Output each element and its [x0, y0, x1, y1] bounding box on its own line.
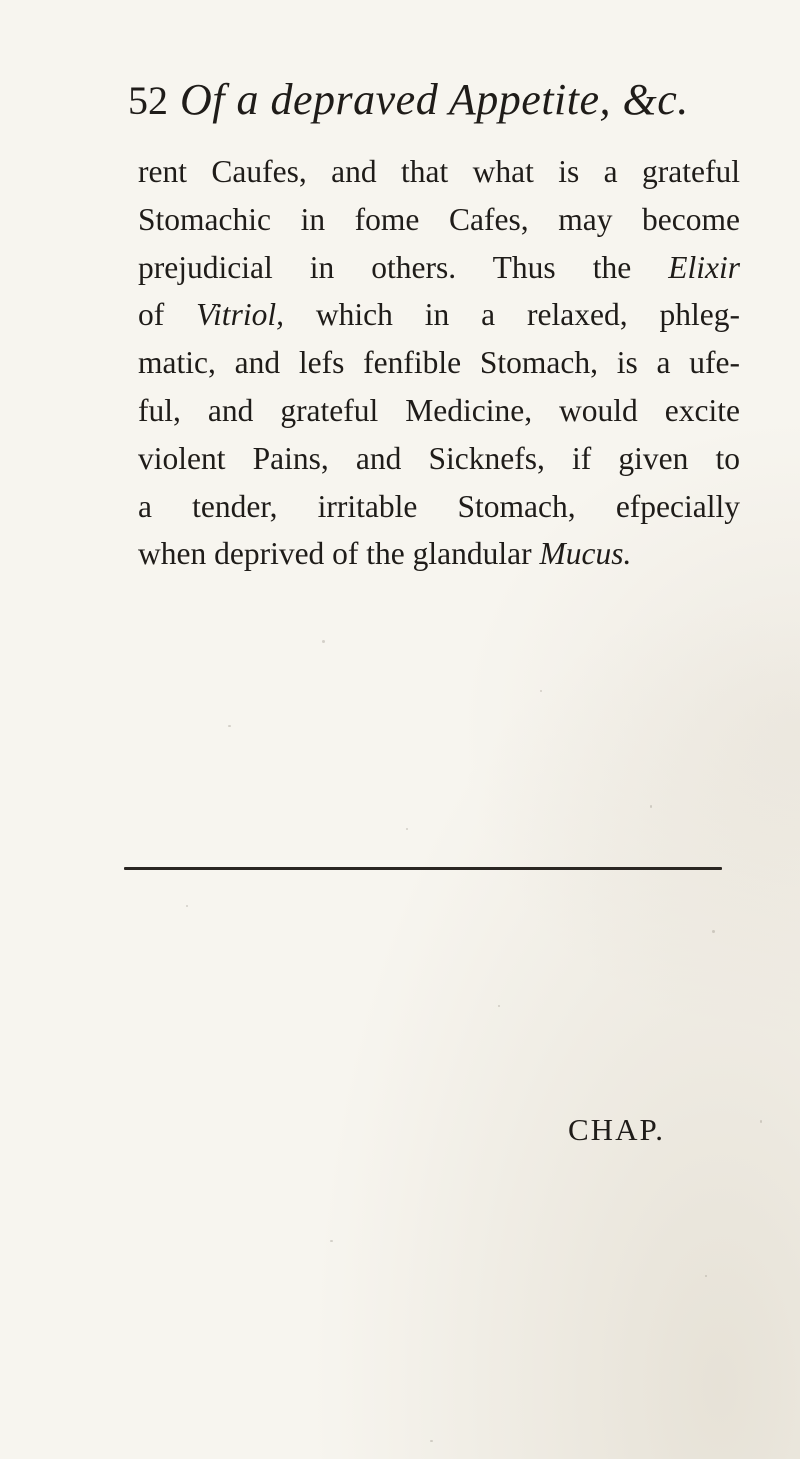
- paper-speck: [760, 1120, 762, 1123]
- catchword: CHAP.: [568, 1112, 666, 1147]
- paper-speck: [498, 1005, 500, 1007]
- text-run: when deprived of the glandular: [138, 536, 540, 572]
- text-line: [138, 291, 740, 339]
- text-run: of: [138, 297, 197, 333]
- paper-speck: [650, 805, 652, 808]
- text-run: which in a relaxed, phleg-: [283, 297, 740, 333]
- italic-term: Elixir: [668, 249, 740, 285]
- text-line: [138, 196, 740, 244]
- paper-speck: [228, 725, 231, 727]
- text-line: [138, 244, 740, 292]
- text-line: [138, 435, 740, 483]
- text-line: [138, 148, 740, 196]
- running-header: [128, 70, 748, 130]
- section-divider-rule: [124, 867, 722, 870]
- text-line: [138, 339, 740, 387]
- text-run: violent Pains, and Sicknefs, if given to: [138, 440, 740, 476]
- italic-term: Vitriol,: [196, 297, 284, 333]
- paper-speck: [430, 1440, 433, 1442]
- paper-speck: [186, 905, 188, 907]
- text-run: prejudicial in others. Thus the: [138, 249, 669, 285]
- paper-speck: [322, 640, 325, 643]
- text-run: a tender, irritable Stomach, efpecially: [138, 488, 740, 524]
- italic-term: Mucus.: [539, 536, 632, 572]
- text-line: [138, 530, 740, 578]
- text-run: Stomachic in fome Cafes, may become: [138, 201, 740, 237]
- text-run: ful, and grateful Medicine, would excite: [138, 392, 740, 428]
- text-line: [138, 483, 740, 531]
- paper-speck: [540, 690, 542, 692]
- paper-speck: [330, 1240, 333, 1242]
- paper-speck: [705, 1275, 707, 1277]
- text-line: [138, 387, 740, 435]
- body-paragraph: [138, 148, 740, 578]
- text-run: rent Caufes, and that what is a grateful: [138, 154, 740, 189]
- paper-speck: [406, 828, 408, 830]
- text-run: matic, and lefs fenfible Stomach, is a ufe-: [138, 345, 740, 381]
- running-title: Of a depraved Appetite, &c.: [180, 75, 689, 124]
- page-number: 52: [128, 78, 168, 123]
- paper-speck: [712, 930, 715, 933]
